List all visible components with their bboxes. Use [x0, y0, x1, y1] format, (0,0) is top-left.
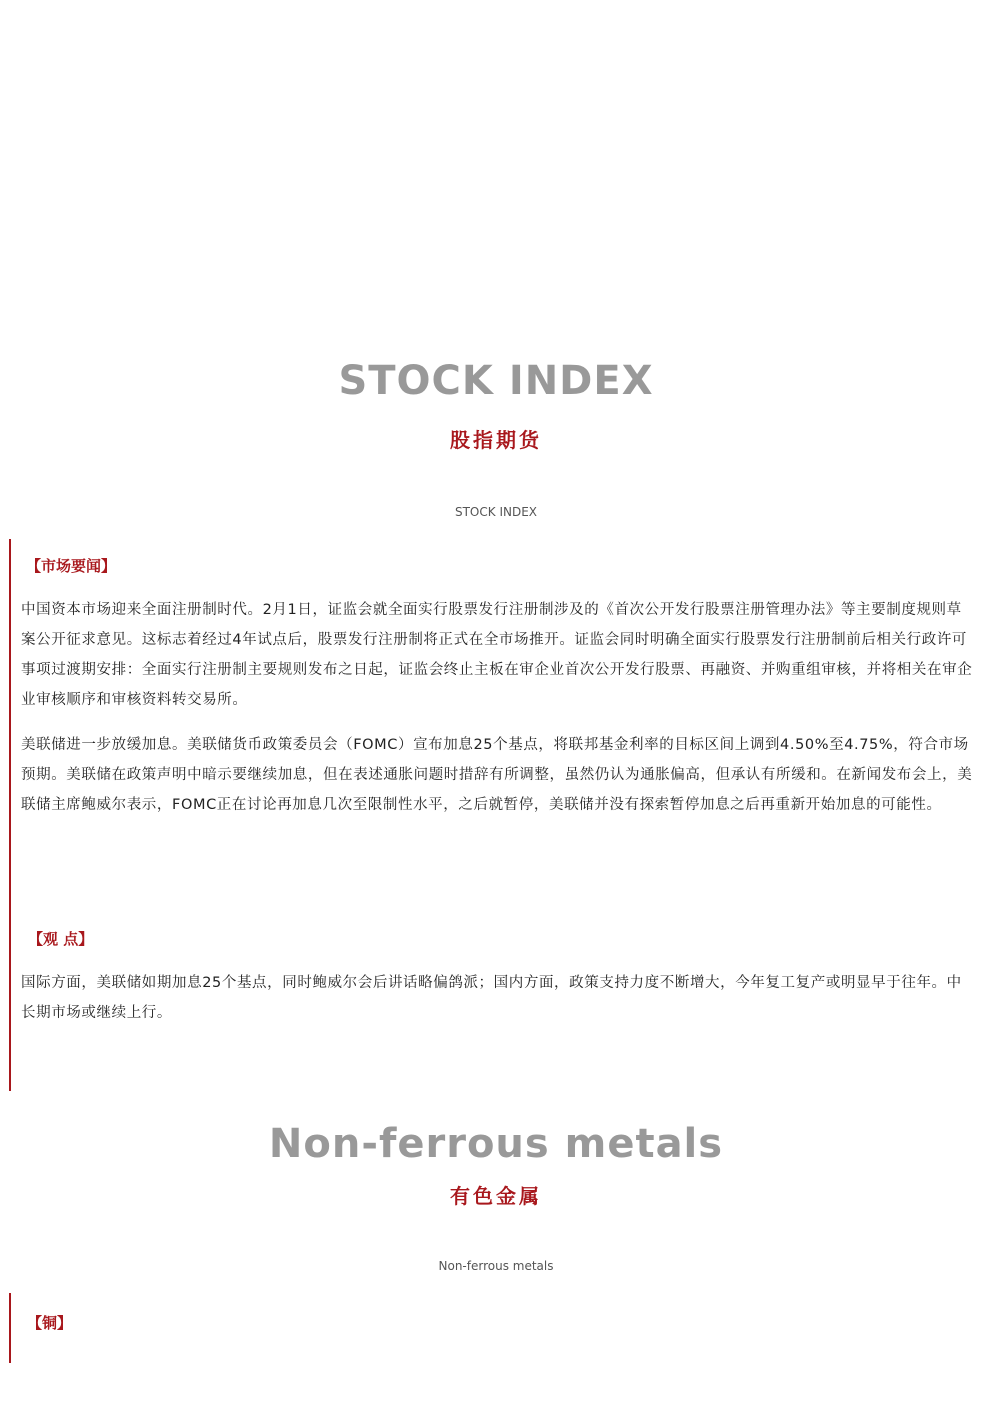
section-title-cn: 股指期货: [450, 428, 542, 452]
section-stock-index-sub: [0, 505, 992, 519]
news-paragraph-1: 中国资本市场迎来全面注册制时代。2月1日，证监会就全面实行股票发行注册制涉及的《首次公开发行股票注册管理办法》等主要制度规则草案公开征求意见。这标志着经过4年试点后，股票发行注册制将正式在全市场推开。证监会同时明确全面实行股票发行注册制前后相关行政许可事项过渡期安排：全面实行注册制主要规则发布之日起，证监会终止主板在审企业首次公开发行股票、再融资、并购重组审核，并将相关在审企业审核顺序和审核资料转交易所。: [21, 602, 973, 708]
section-nonferrous-sub: [0, 1259, 992, 1273]
section-title: STOCK INDEX: [338, 358, 654, 404]
section-nonferrous-header: [0, 1121, 992, 1167]
section-title-cn: 有色金属: [450, 1184, 542, 1208]
view-heading: 【观 点】: [28, 930, 94, 948]
copper-heading: 【铜】: [27, 1314, 73, 1332]
section-accent-rule: [9, 539, 11, 1091]
section-accent-rule-metals: [9, 1293, 11, 1363]
section-subtitle: STOCK INDEX: [454, 505, 537, 519]
news-paragraph-2: 美联储进一步放缓加息。美联储货币政策委员会（FOMC）宣布加息25个基点，将联邦基金利率的目标区间上调到4.50%至4.75%，符合市场预期。美联储在政策声明中暗示要继续加息，但在表述通胀问题时措辞有所调整，虽然仍认为通胀偏高，但承认有所缓和。在新闻发布会上，美联储主席鲍威尔表示，FOMC正在讨论再加息几次至限制性水平，之后就暂停，美联储并没有探索暂停加息之后再重新开始加息的可能性。: [21, 737, 973, 813]
section-nonferrous-cn: [0, 1185, 992, 1207]
section-stock-index-header: [0, 358, 992, 404]
market-news-heading: 【市场要闻】: [26, 557, 117, 575]
section-title: Non-ferrous metals: [268, 1121, 724, 1167]
view-paragraph: 国际方面，美联储如期加息25个基点，同时鲍威尔会后讲话略偏鸽派；国内方面，政策支持力度不断增大，今年复工复产或明显早于往年。中长期市场或继续上行。: [21, 975, 962, 1021]
section-subtitle: Non-ferrous metals: [438, 1259, 554, 1273]
section-stock-index-cn: [0, 429, 992, 451]
